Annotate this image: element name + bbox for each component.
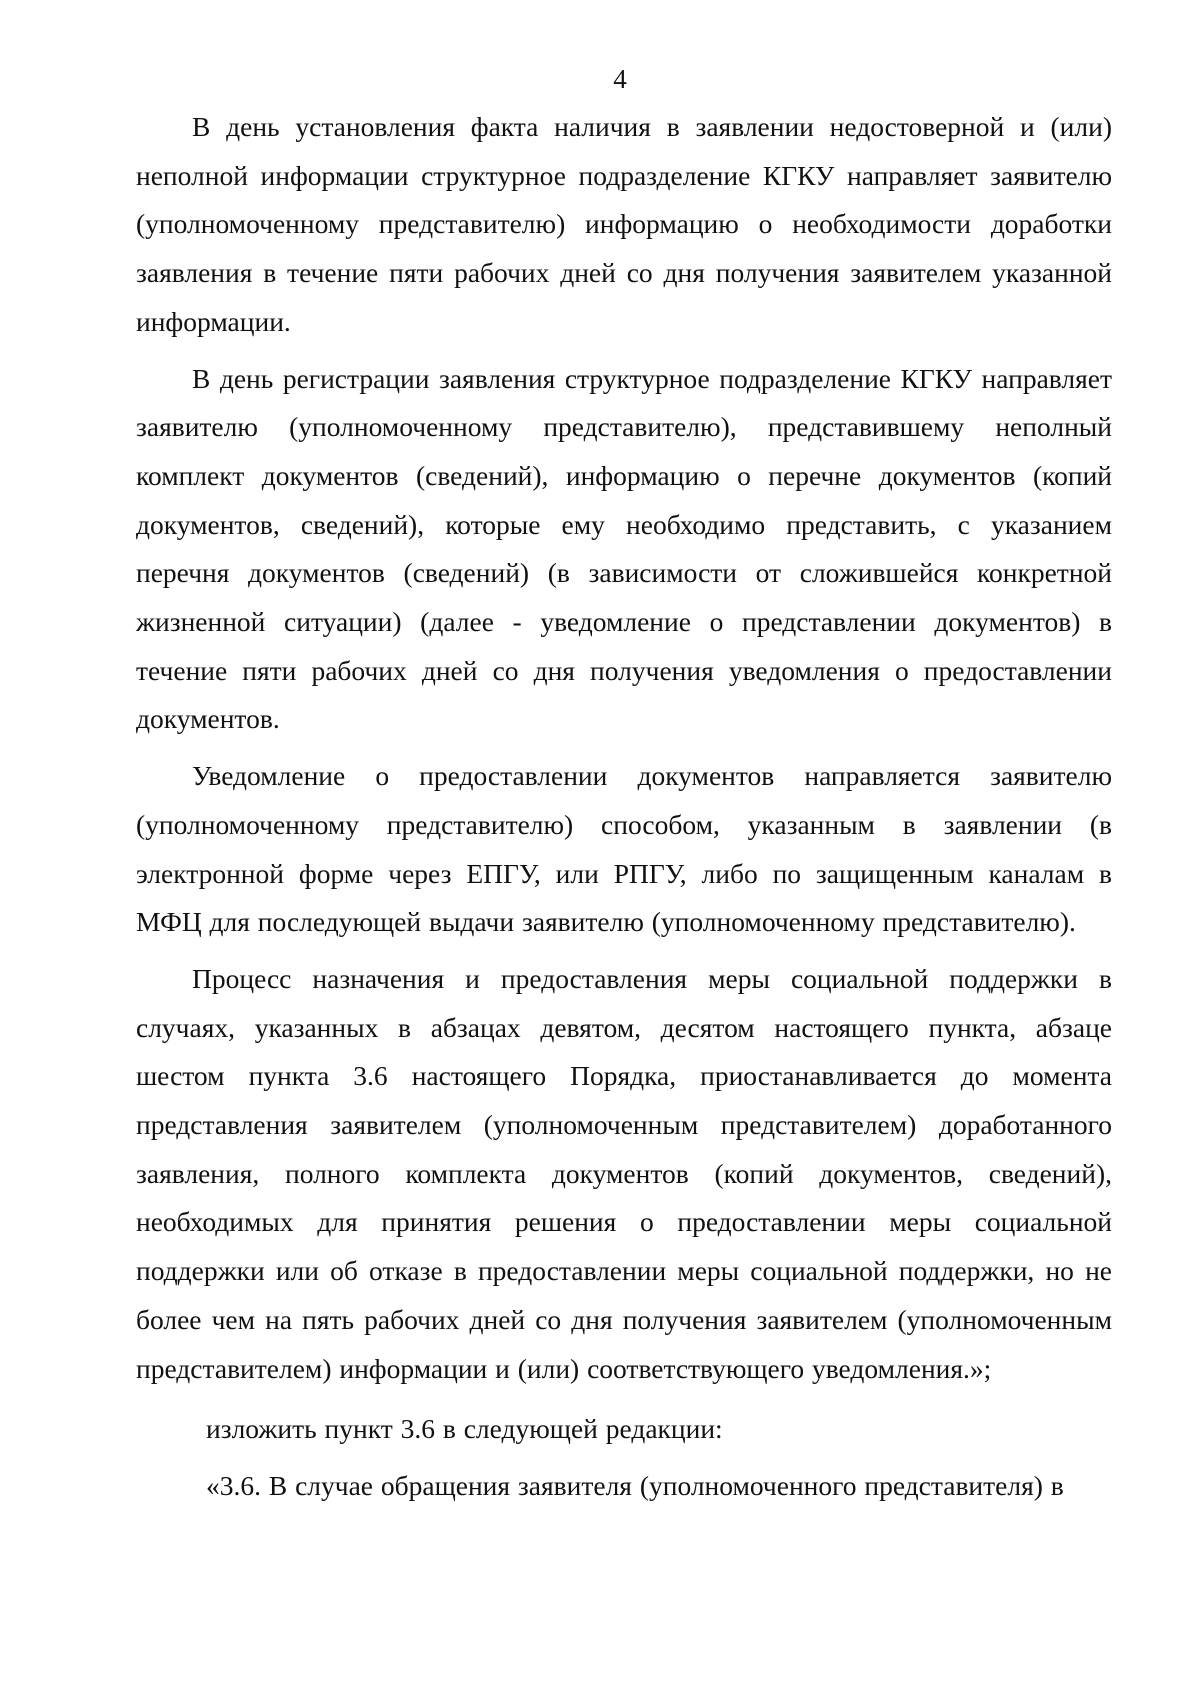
- paragraph-amendment-instruction: изложить пункт 3.6 в следующей редакции:: [206, 1413, 723, 1445]
- paragraph-clause-3-6: «3.6. В случае обращения заявителя (уполномоченного представителя) в: [206, 1469, 1064, 1501]
- paragraph-process-suspension: Процесс назначения и предоставления меры социальной поддержки в случаях, указанных в абзацах девятом, десятом настоящего пункта, абзаце шестом пункта 3.6 настоящего Порядка, приостанавливается до момента представления заявителем (уполномоченным представителем) доработанного заявления, полного комплекта документов (копий документов, сведений), необходимых для принятия решения о предоставлении меры социальной поддержки или об отказе в предоставлении меры социальной поддержки, но не более чем на пять рабочих дней со дня получения заявителем (уполномоченным представителем) информации и (или) соответствующего уведомления.»;: [136, 962, 1112, 1384]
- document-body: [136, 103, 1112, 1511]
- paragraph-incomplete-info: В день установления факта наличия в заявлении недостоверной и (или) неполной информации структурное подразделение КГКУ направляет заявителю (уполномоченному представителю) информацию о необходимости доработки заявления в течение пяти рабочих дней со дня получения заявителем указанной информации.: [136, 111, 1112, 337]
- page-number: 4: [613, 64, 627, 94]
- paragraph-registration-day: В день регистрации заявления структурное подразделение КГКУ направляет заявителю (уполномоченному представителю), представившему неполный комплект документов (сведений), информацию о перечне документов (копий документов, сведений), которые ему необходимо представить, с указанием перечня документов (сведений) (в зависимости от сложившейся конкретной жизненной ситуации) (далее - уведомление о представлении документов) в течение пяти рабочих дней со дня получения уведомления о предоставлении документов.: [136, 362, 1112, 735]
- paragraph-notification-delivery: Уведомление о предоставлении документов направляется заявителю (уполномоченному представителю) способом, указанным в заявлении (в электронной форме через ЕПГУ, или РПГУ, либо по защищенным каналам в МФЦ для последующей выдачи заявителю (уполномоченному представителю).: [136, 760, 1112, 938]
